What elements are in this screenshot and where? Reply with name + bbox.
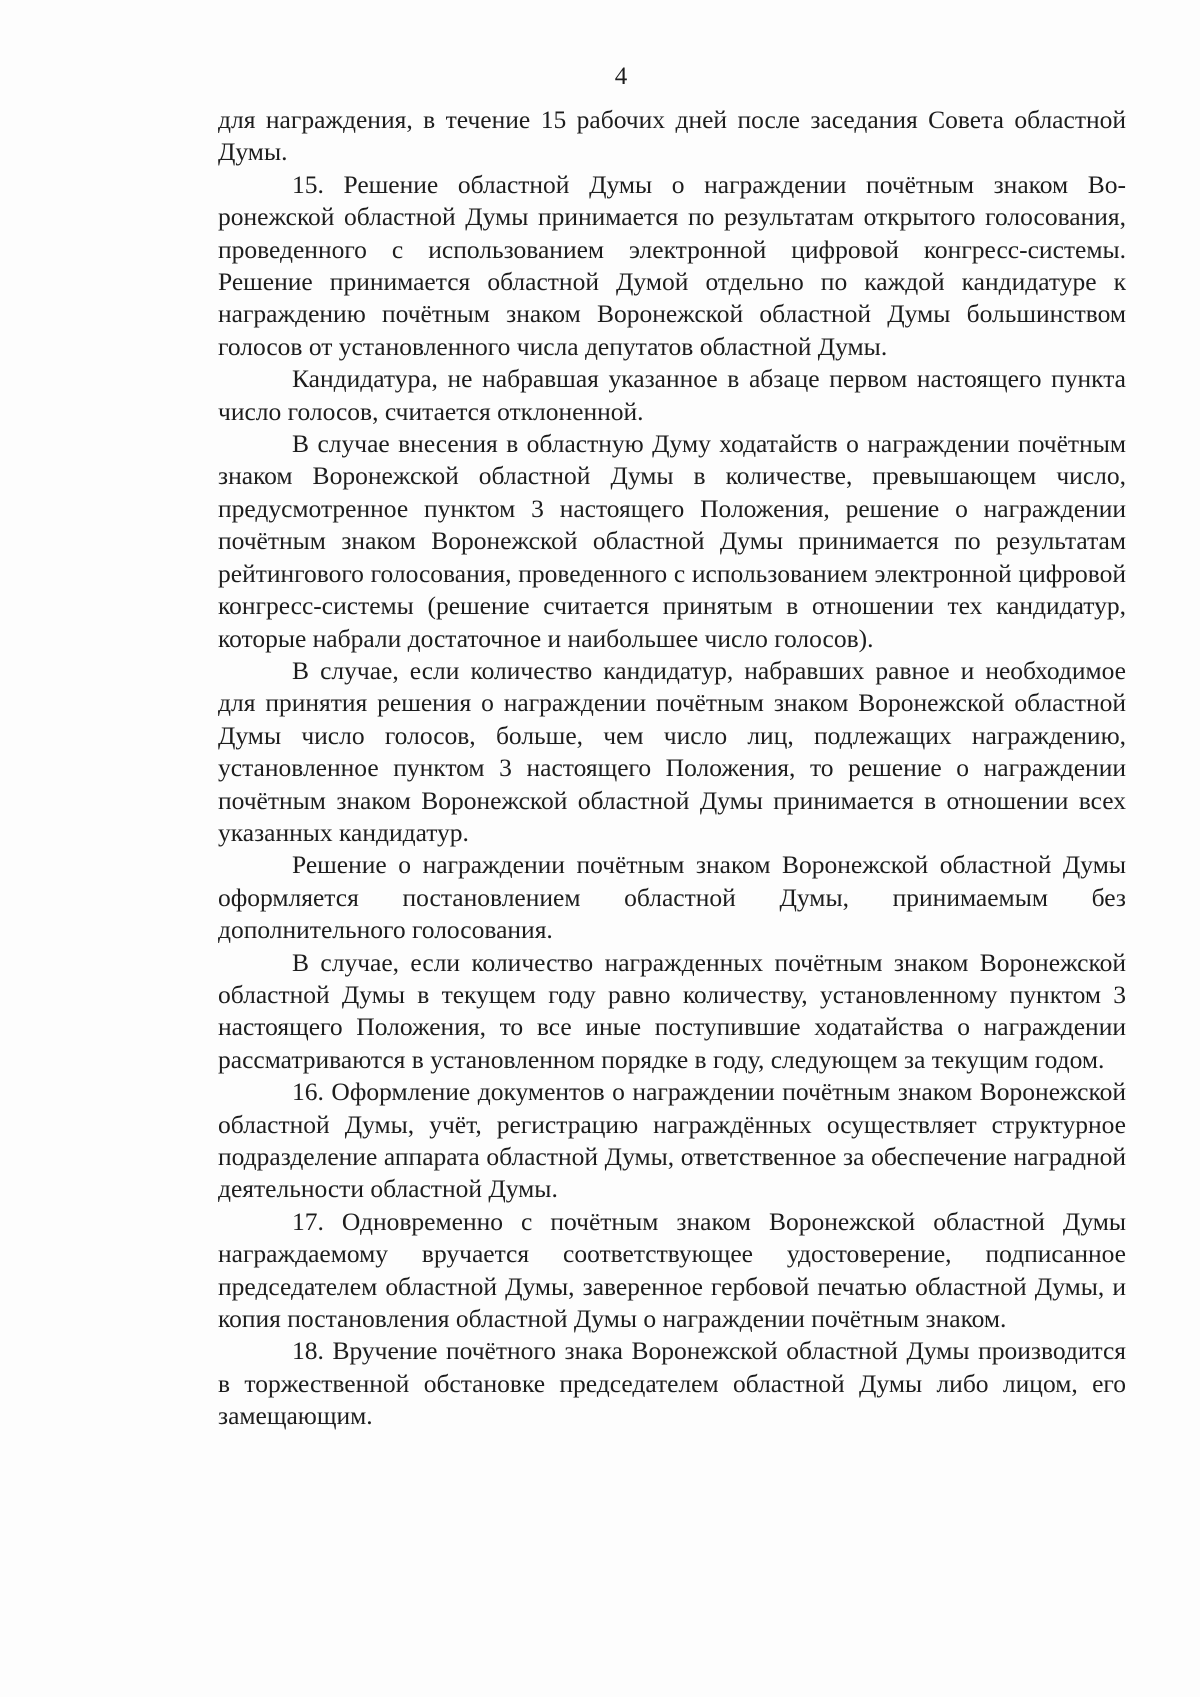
- paragraph: В случае, если количество награжденных почётным знаком Воронежской областной Думы в текущем году равно количеству, установленному пунктом 3 настоящего Положения, то все иные поступившие ходатайства о награждении рассматриваются в установленном порядке в году, следующем за текущим годом.: [218, 947, 1126, 1074]
- document-body: [218, 104, 1126, 1433]
- paragraph-continuation: для награждения, в течение 15 рабочих дней после заседания Совета областной Думы.: [218, 105, 1126, 167]
- paragraph-item-18: 18. Вручение почётного знака Воронежской областной Думы производится в торжественной обстановке председателем областной Думы либо лицом, его замещающим.: [218, 1336, 1126, 1431]
- page-number: 4: [614, 63, 628, 90]
- paragraph-item-17: 17. Одновременно с почётным знаком Воронежской областной Думы награждаемому вручается соответствующее удостоверение, подписанное председателем областной Думы, заверенное гербовой печатью областной Думы, и копия постановления областной Думы о награждении почётным знаком.: [218, 1206, 1126, 1334]
- paragraph: В случае внесения в областную Думу ходатайств о награждении почётным знаком Воронежской областной Думы в количестве, превышающем число, предусмотренное пунктом 3 настоящего Положения, решение о награждении почётным знаком Воронежской областной Думы принимается по результатам рейтингового голосования, проведенного с использованием электронной цифровой конгресс-системы (решение считается принятым в отношении тех кандидатур, которые набрали достаточное и наибольшее число голосов).: [218, 429, 1126, 653]
- paragraph: В случае, если количество кандидатур, набравших равное и необходимое для принятия решения о награждении почётным знаком Воронежской областной Думы число голосов, больше, чем число лиц, подлежащих награждению, установленное пунктом 3 настоящего Положения, то решение о награждении почётным знаком Воронежской областной Думы принимается в отношении всех указанных кандидатур.: [218, 655, 1126, 847]
- paragraph: Кандидатура, не набравшая указанное в абзаце первом настоящего пункта число голосов, считается отклоненной.: [218, 364, 1126, 426]
- paragraph: Решение о награждении почётным знаком Воронежской областной Думы оформляется постановлением областной Думы, принимаемым без дополнительного голосования.: [218, 850, 1126, 945]
- paragraph-item-16: 16. Оформление документов о награждении почётным знаком Воронежской областной Думы, учёт, регистрацию награждённых осуществляет структурное подразделение аппарата областной Думы, ответственное за обеспечение наградной деятельности областной Думы.: [218, 1077, 1126, 1204]
- paragraph-item-15: 15. Решение областной Думы о награждении почётным знаком Воронежской областной Думы принимается по результатам открытого голосования, проведенного с использованием электронной цифровой конгресс-системы. Решение принимается областной Думой отдельно по каждой кандидатуре к награждению почётным знаком Воронежской областной Думы большинством голосов от установленного числа депутатов областной Думы.: [218, 169, 1126, 361]
